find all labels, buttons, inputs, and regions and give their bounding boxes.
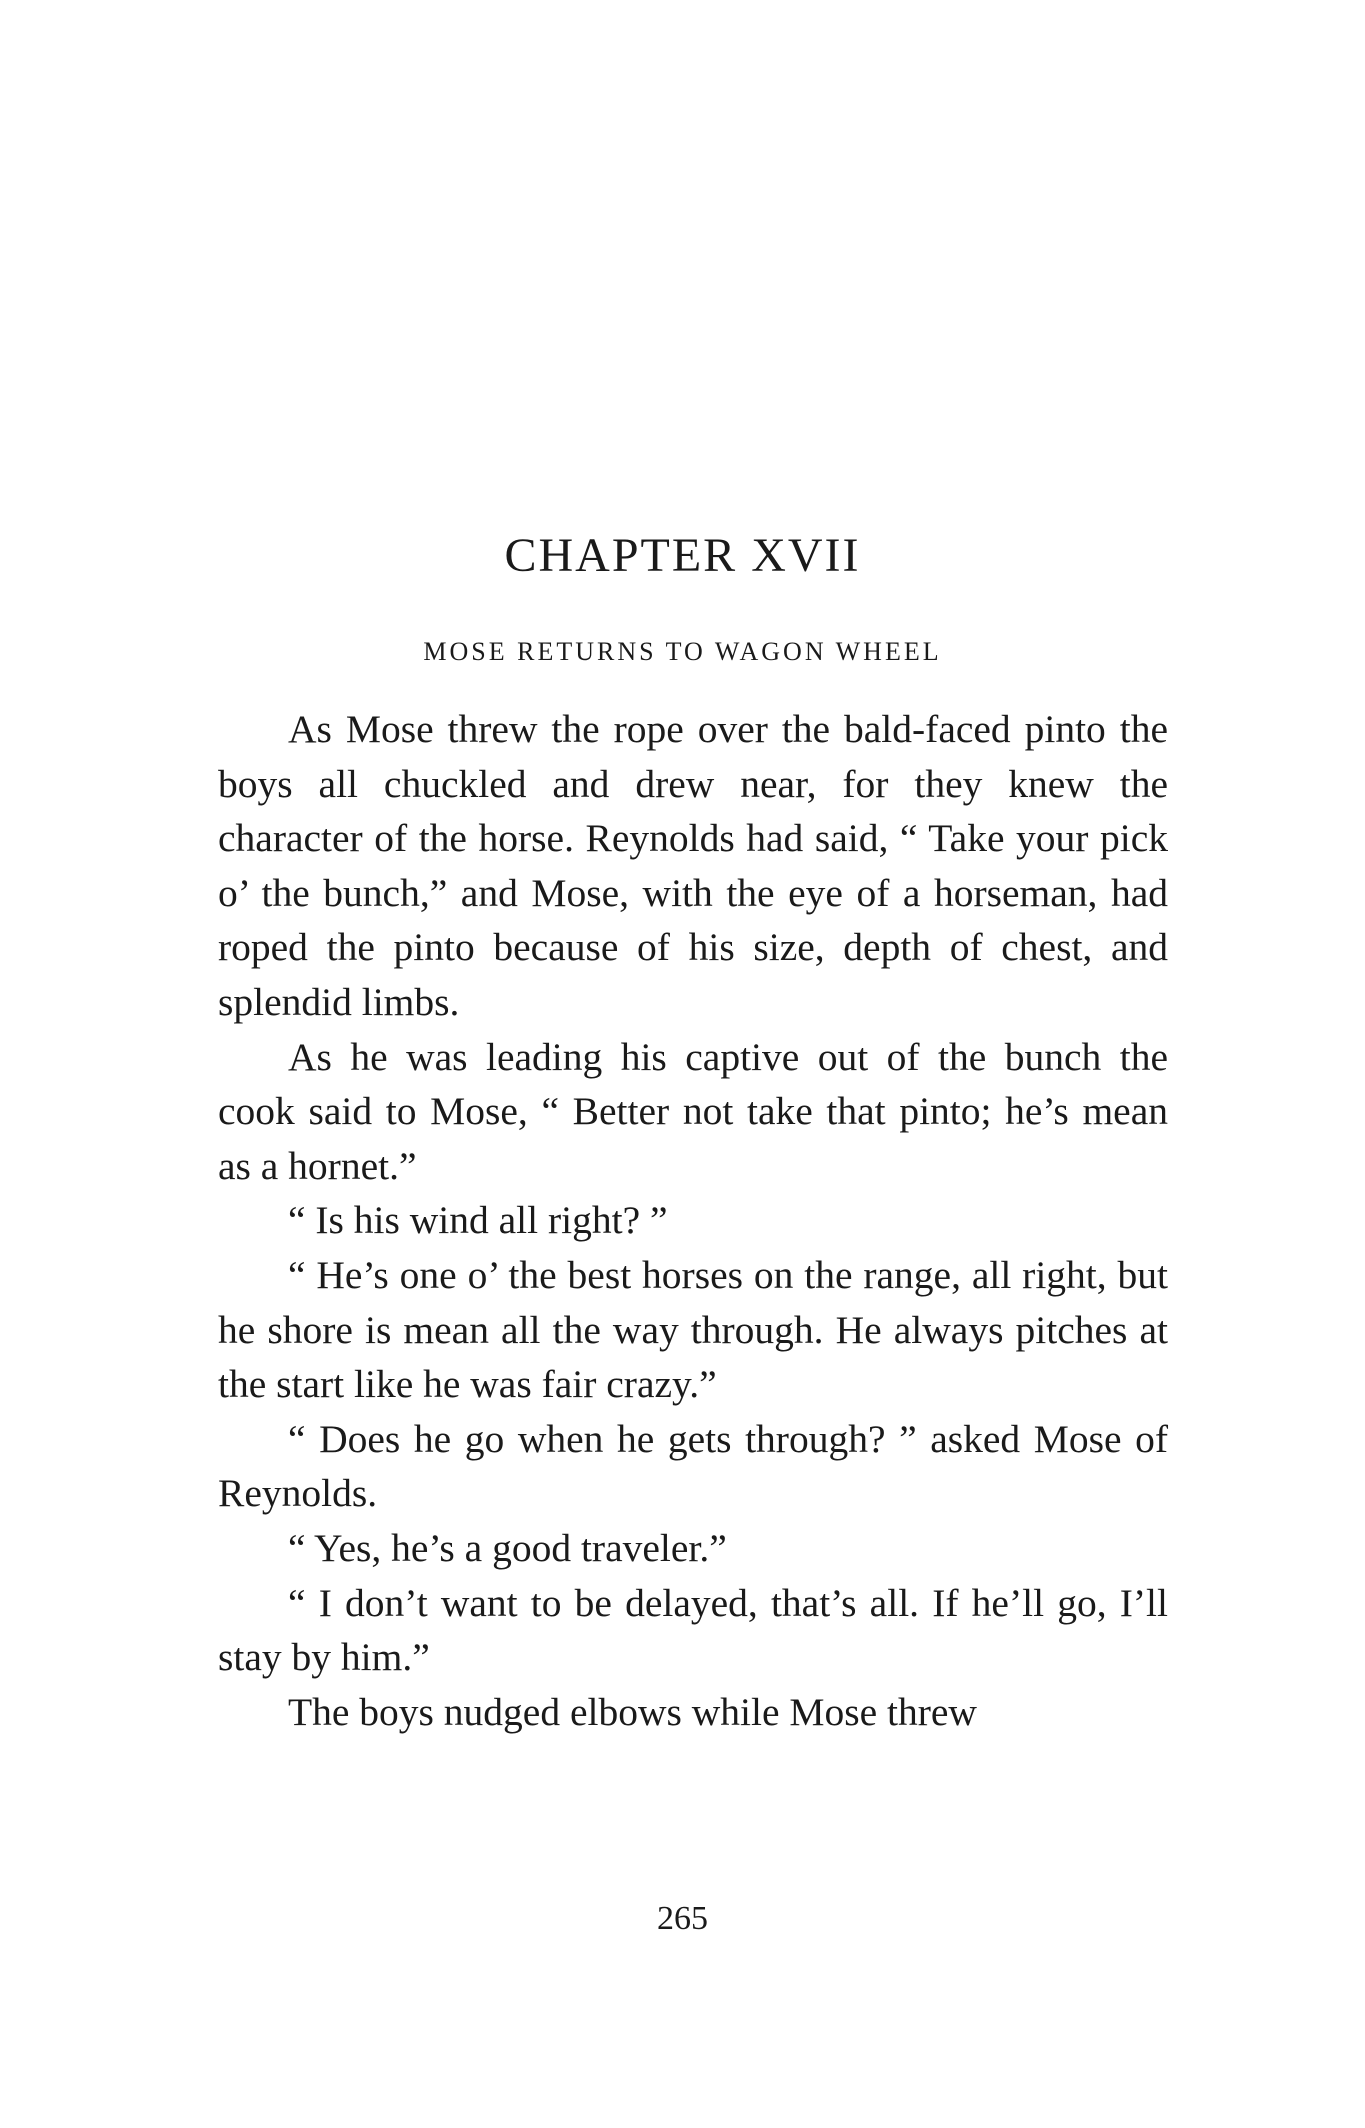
paragraph: “ He’s one o’ the best horses on the range, all right, but he shore is mean all the way through. He always pitches at the start like he was fair crazy.” — [218, 1252, 1168, 1407]
paragraph: “ Does he go when he gets through? ” asked Mose of Reynolds. — [218, 1416, 1168, 1516]
paragraph: As Mose threw the rope over the bald-faced pinto the boys all chuckled and drew near, for they knew the character of the horse. Reynolds had said, “ Take your pick o’ the bunch,” and Mose, with the eye of a horseman, had roped the pinto because of his size, depth of chest, and splendid limbs. — [218, 707, 1168, 1024]
body-text — [218, 702, 1168, 1739]
chapter-subtitle: MOSE RETURNS TO WAGON WHEEL — [423, 637, 942, 666]
page-number: 265 — [657, 1900, 708, 1937]
paragraph: “ Is his wind all right? ” — [288, 1198, 668, 1243]
paragraph: As he was leading his captive out of the bunch the cook said to Mose, “ Better not take that pinto; he’s mean as a hornet.” — [218, 1034, 1168, 1188]
paragraph: “ I don’t want to be delayed, that’s all. If he’ll go, I’ll stay by him.” — [218, 1580, 1168, 1680]
paragraph: The boys nudged elbows while Mose threw — [288, 1689, 977, 1734]
chapter-title: CHAPTER XVII — [504, 529, 861, 582]
paragraph: “ Yes, he’s a good traveler.” — [288, 1525, 727, 1570]
